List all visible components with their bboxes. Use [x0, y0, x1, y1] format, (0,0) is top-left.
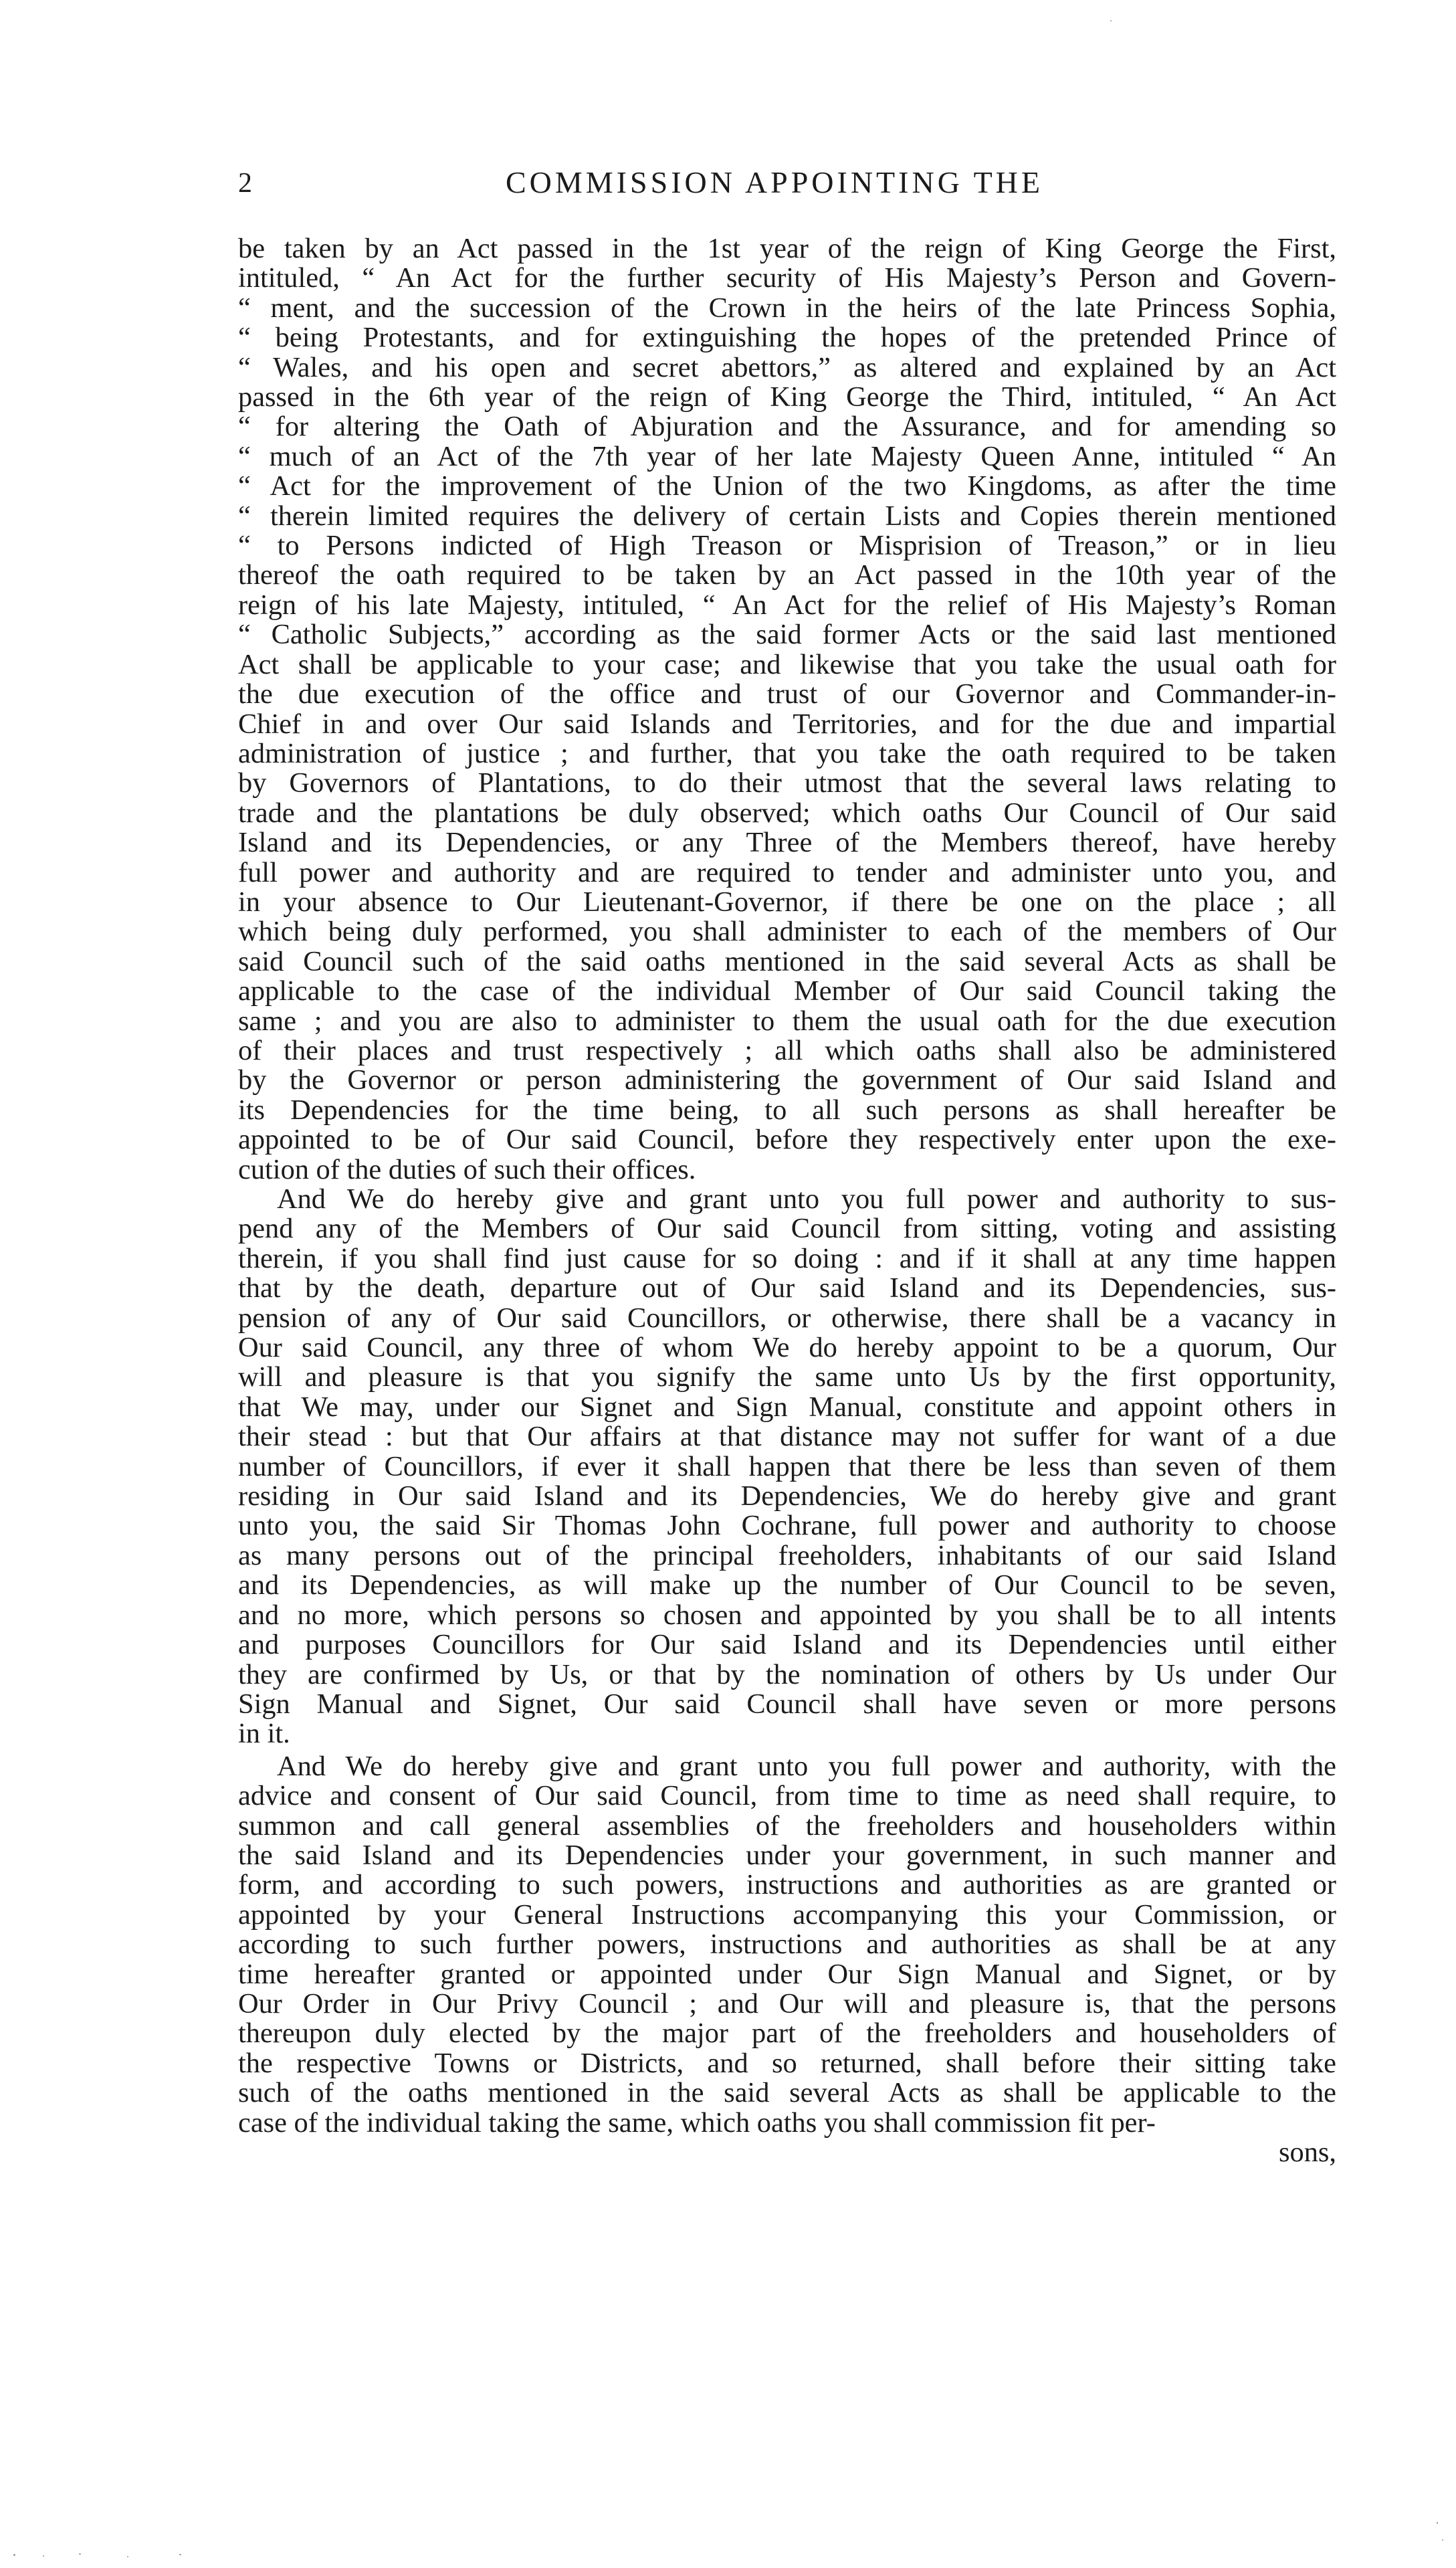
- text-line: appointed by your General Instructions accompanying this your Commission, or: [238, 1898, 1336, 1931]
- running-title: COMMISSION APPOINTING THE: [506, 165, 1043, 199]
- text-line: the said Island and its Dependencies under your government, in such manner and: [238, 1839, 1336, 1871]
- text-line: Our Order in Our Privy Council ; and Our will and pleasure is, that the persons: [238, 1987, 1336, 2019]
- text-line: thereof the oath required to be taken by an Act passed in the 10th year of the: [238, 559, 1336, 591]
- text-line: in your absence to Our Lieutenant-Governor, if there be one on the place ; all: [238, 886, 1336, 918]
- paper-speck: [179, 2554, 181, 2555]
- text-line: trade and the plantations be duly observed; which oaths Our Council of Our said: [238, 797, 1336, 829]
- text-line: cution of the duties of such their offices.: [238, 1153, 696, 1185]
- text-line: “ therein limited requires the delivery of certain Lists and Copies therein mentioned: [238, 500, 1336, 532]
- text-line: that We may, under our Signet and Sign Manual, constitute and appoint others in: [238, 1391, 1336, 1423]
- text-line: “ Act for the improvement of the Union of the two Kingdoms, as after the time: [238, 470, 1336, 502]
- text-line: “ to Persons indicted of High Treason or Misprision of Treason,” or in lieu: [238, 530, 1336, 562]
- paragraph-suspension: [238, 1185, 1336, 1752]
- catchword: sons,: [1279, 2137, 1336, 2168]
- paragraph-oaths: [238, 234, 1336, 1185]
- page-number: 2: [238, 168, 252, 199]
- paper-speck: [1110, 20, 1112, 21]
- text-line: that by the death, departure out of Our said Island and its Dependencies, sus-: [238, 1272, 1336, 1304]
- text-line: summon and call general assemblies of the freeholders and householders within: [238, 1809, 1336, 1842]
- text-line: passed in the 6th year of the reign of King George the Third, intituled, “ An Act: [238, 381, 1336, 413]
- text-line: And We do hereby give and grant unto you full power and authority, with the: [277, 1750, 1336, 1782]
- paper-speck: [79, 2553, 81, 2555]
- text-line: appointed to be of Our said Council, before they respectively enter upon the exe-: [238, 1124, 1336, 1156]
- text-line: time hereafter granted or appointed under Our Sign Manual and Signet, or by: [238, 1958, 1336, 1990]
- text-line: same ; and you are also to administer to them the usual oath for the due execution: [238, 1005, 1336, 1037]
- text-line: pend any of the Members of Our said Council from sitting, voting and assisting: [238, 1213, 1336, 1245]
- text-line: Sign Manual and Signet, Our said Council shall have seven or more persons: [238, 1688, 1336, 1720]
- text-line: form, and according to such powers, instructions and authorities as are granted or: [238, 1869, 1336, 1901]
- text-line: number of Councillors, if ever it shall happen that there be less than seven of them: [238, 1450, 1336, 1482]
- text-line: and no more, which persons so chosen and appointed by you shall be to all intents: [238, 1599, 1336, 1631]
- text-line: “ much of an Act of the 7th year of her late Majesty Queen Anne, intituled “ An: [238, 440, 1336, 472]
- text-line: unto you, the said Sir Thomas John Cochrane, full power and authority to choose: [238, 1510, 1336, 1542]
- text-line: in it.: [238, 1718, 290, 1750]
- text-line: residing in Our said Island and its Dependencies, We do hereby give and grant: [238, 1480, 1336, 1512]
- text-line: their stead : but that Our affairs at that distance may not suffer for want of a due: [238, 1421, 1336, 1453]
- text-line: by Governors of Plantations, to do their utmost that the several laws relating to: [238, 767, 1336, 799]
- text-line: by the Governor or person administering the government of Our said Island and: [238, 1064, 1336, 1096]
- text-line: such of the oaths mentioned in the said several Acts as shall be applicable to the: [238, 2077, 1336, 2109]
- text-line: Island and its Dependencies, or any Three of the Members thereof, have hereby: [238, 827, 1336, 859]
- text-line: they are confirmed by Us, or that by the nomination of others by Us under Our: [238, 1658, 1336, 1690]
- text-line: as many persons out of the principal freeholders, inhabitants of our said Island: [238, 1539, 1336, 1571]
- paper-speck: [1437, 2522, 1438, 2524]
- text-line: reign of his late Majesty, intituled, “ An Act for the relief of His Majesty’s Roman: [238, 589, 1336, 621]
- paragraph-assemblies: [238, 1752, 1336, 2138]
- text-line: of their places and trust respectively ; all which oaths shall also be administered: [238, 1034, 1336, 1066]
- text-line: advice and consent of Our said Council, from time to time as need shall require, to: [238, 1780, 1336, 1812]
- text-line: And We do hereby give and grant unto you full power and authority to sus-: [277, 1183, 1336, 1215]
- text-line: according to such further powers, instructions and authorities as shall be at any: [238, 1929, 1336, 1961]
- text-line: intituled, “ An Act for the further security of His Majesty’s Person and Govern-: [238, 262, 1336, 294]
- text-line: the respective Towns or Districts, and so returned, shall before their sitting take: [238, 2047, 1336, 2079]
- text-line: and its Dependencies, as will make up the number of Our Council to be seven,: [238, 1569, 1336, 1601]
- text-line: said Council such of the said oaths mentioned in the said several Acts as shall be: [238, 945, 1336, 977]
- text-line: which being duly performed, you shall administer to each of the members of Our: [238, 916, 1336, 948]
- text-line: “ for altering the Oath of Abjuration and the Assurance, and for amending so: [238, 411, 1336, 443]
- text-line: Chief in and over Our said Islands and Territories, and for the due and impartial: [238, 708, 1336, 740]
- paper-speck: [1442, 2539, 1443, 2541]
- text-line: “ ment, and the succession of the Crown in the heirs of the late Princess Sophia,: [238, 292, 1336, 324]
- text-line: therein, if you shall find just cause for so doing : and if it shall at any time happen: [238, 1242, 1336, 1274]
- text-line: applicable to the case of the individual Member of Our said Council taking the: [238, 975, 1336, 1007]
- text-line: be taken by an Act passed in the 1st year of the reign of King George the First,: [238, 233, 1336, 264]
- text-line: case of the individual taking the same, which oaths you shall commission fit per-: [238, 2106, 1156, 2139]
- text-line: “ being Protestants, and for extinguishing the hopes of the pretended Prince of: [238, 322, 1336, 354]
- text-line: “ Wales, and his open and secret abettors,” as altered and explained by an Act: [238, 351, 1336, 383]
- text-line: its Dependencies for the time being, to all such persons as shall hereafter be: [238, 1094, 1336, 1126]
- text-line: Act shall be applicable to your case; and likewise that you take the usual oath for: [238, 648, 1336, 680]
- text-line: thereupon duly elected by the major part of the freeholders and householders of: [238, 2017, 1336, 2050]
- text-line: Our said Council, any three of whom We do hereby appoint to be a quorum, Our: [238, 1332, 1336, 1364]
- text-line: will and pleasure is that you signify the same unto Us by the first opportunity,: [238, 1361, 1336, 1393]
- text-line: administration of justice ; and further, that you take the oath required to be taken: [238, 737, 1336, 769]
- text-line: and purposes Councillors for Our said Island and its Dependencies until either: [238, 1629, 1336, 1661]
- text-line: the due execution of the office and trust of our Governor and Commander-in-: [238, 678, 1336, 710]
- paper-speck: [127, 2556, 128, 2557]
- text-line: full power and authority and are required to tender and administer unto you, and: [238, 856, 1336, 888]
- running-head: [238, 165, 1335, 205]
- text-line: pension of any of Our said Councillors, or otherwise, there shall be a vacancy in: [238, 1302, 1336, 1334]
- body-text: [238, 234, 1336, 2167]
- paper-speck: [13, 2554, 15, 2556]
- text-line: “ Catholic Subjects,” according as the said former Acts or the said last mentioned: [238, 619, 1336, 651]
- paper-speck: [43, 2555, 44, 2557]
